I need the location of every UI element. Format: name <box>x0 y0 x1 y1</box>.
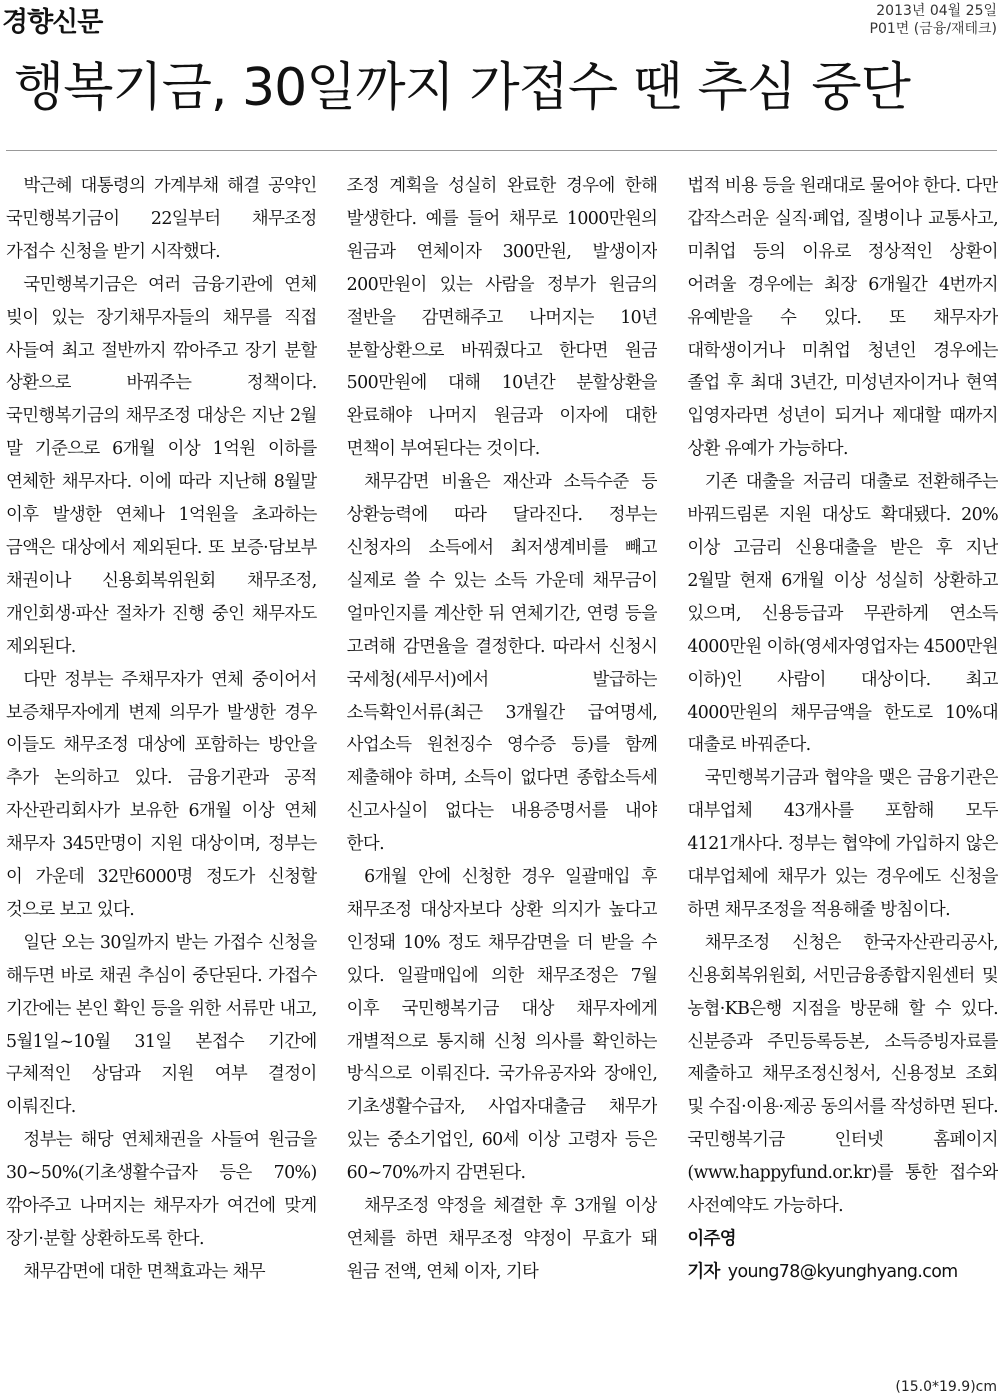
reporter-email: young78@kyunghyang.com <box>727 1261 958 1282</box>
article-body <box>6 170 998 1362</box>
paragraph: 정부는 해당 연체채권을 사들여 원금을 30~50%(기초생활수급자 등은 70%) 깎아주고 나머지는 채무자가 여건에 맞게 장기·분할 상환하도록 한다. <box>6 1130 317 1249</box>
page-section: P01면 (금융/재테크) <box>869 21 997 37</box>
paragraph: 채무조정 약정을 체결한 후 3개월 이상 연체를 하면 채무조정 약정이 무효가 돼 원금 전액, 연체 이자, 기타 <box>346 1196 658 1282</box>
publication-date: 2013년 04월 25일 <box>876 3 997 19</box>
article-column-3 <box>687 170 998 1362</box>
article-headline: 행복기금, 30일까지 가접수 땐 추심 중단 <box>14 58 910 118</box>
paragraph: 법적 비용 등을 원래대로 물어야 한다. 다만 갑작스러운 실직·폐업, 질병이나 교통사고, 미취업 등의 이유로 정상적인 상환이 어려울 경우에는 최장 6개월간 4번까지 유예받을 수 있다. 또 채무자가 대학생이거나 미취업 청년인 경우에는 졸업 후 최대 3년간, 미성년자이거나 현역 입영자라면 성년이 되거나 제대할 때까지 상환 유예가 가능하다. <box>687 176 999 460</box>
paragraph: 기존 대출을 저금리 대출로 전환해주는 바꿔드림론 지원 대상도 확대됐다. 20% 이상 고금리 신용대출을 받은 후 지난 2월말 현재 6개월 이상 성실히 상환하고 있으며, 신용등급과 무관하게 연소득 4000만원 이하(영세자영업자는 4500만원 이하)인 사람이 대상이다. 최고 4000만원의 채무금액을 한도로 10%대 대출로 바꿔준다. <box>687 472 999 756</box>
paragraph: 다만 정부는 주채무자가 연체 중이어서 보증채무자에게 변제 의무가 발생한 경우 이들도 채무조정 대상에 포함하는 방안을 추가 논의하고 있다. 금융기관과 공적 자산관리회사가 보유한 6개월 이상 연체 채무자 345만명이 지원 대상이며, 정부는 이 가운데 32만6000명 정도가 신청할 것으로 보고 있다. <box>6 669 317 920</box>
paragraph: 일단 오는 30일까지 받는 가접수 신청을 해두면 바로 채권 추심이 중단된다. 가접수 기간에는 본인 확인 등을 위한 서류만 내고, 5월1일~10월 31일 본접수 기간에 구체적인 상담과 지원 여부 결정이 이뤄진다. <box>6 932 317 1118</box>
paragraph: 국민행복기금과 협약을 맺은 금융기관은 대부업체 43개사를 포함해 모두 4121개사다. 정부는 협약에 가입하지 않은 대부업체에 채무가 있는 경우에도 신청을 하면 채무조정을 적용해줄 방침이다. <box>687 768 999 920</box>
byline <box>687 1223 998 1289</box>
paragraph: 6개월 안에 신청한 경우 일괄매입 후 채무조정 대상자보다 상환 의지가 높다고 인정돼 10% 정도 채무감면을 더 받을 수 있다. 일괄매입에 의한 채무조정은 7월 이후 국민행복기금 대상 채무자에게 개별적으로 통지해 신청 의사를 확인하는 방식으로 이뤄진다. 국가유공자와 장애인, 기초생활수급자, 사업자대출금 채무가 있는 중소기업인, 60세 이상 고령자 등은 60~70%까지 감면된다. <box>346 867 658 1184</box>
paragraph: 채무조정 신청은 한국자산관리공사, 신용회복위원회, 서민금융종합지원센터 및 농협·KB은행 지점을 방문해 할 수 있다. 신분증과 주민등록등본, 소득증빙자료를 제출하고 채무조정신청서, 신용정보 조회 및 수집·이용·제공 동의서를 작성하면 된다. 국민행복기금 인터넷 홈페이지(www.happyfund.or.kr)를 통한 접수와 사전예약도 가능하다. <box>687 932 999 1217</box>
article-dimensions: (15.0*19.9)cm <box>895 1379 997 1395</box>
article-column-2 <box>347 170 658 1362</box>
paragraph: 국민행복기금은 여러 금융기관에 연체 빚이 있는 장기채무자들의 채무를 직접 사들여 최고 절반까지 깎아주고 장기 분할 상환으로 바꿔주는 정책이다. 국민행복기금의 채무조정 대상은 지난 2월 말 기준으로 6개월 이상 1억원 이하를 연체한 채무자다. 이에 따라 지난해 8월말 이후 발생한 연체나 1억원을 초과하는 금액은 대상에서 제외된다. 또 보증·담보부 채권이나 신용회복위원회 채무조정, 개인회생·파산 절차가 진행 중인 채무자도 제외된다. <box>6 274 317 657</box>
paragraph: 조정 계획을 성실히 완료한 경우에 한해 발생한다. 예를 들어 채무로 1000만원의 원금과 연체이자 300만원, 발생이자 200만원이 있는 사람을 정부가 원금의 절반을 감면해주고 나머지는 10년 분할상환으로 바꿔줬다고 한다면 원금 500만원에 대해 10년간 분할상환을 완료해야 나머지 원금과 이자에 대한 면책이 부여된다는 것이다. <box>346 176 658 460</box>
article-column-1 <box>6 170 317 1362</box>
reporter-name: 이주영 기자 <box>687 1229 736 1282</box>
paragraph: 박근혜 대통령의 가계부채 해결 공약인 국민행복기금이 22일부터 채무조정 가접수 신청을 받기 시작했다. <box>6 176 317 262</box>
paragraph: 채무감면에 대한 면책효과는 채무 <box>23 1261 265 1282</box>
dateline <box>870 2 998 38</box>
paragraph: 채무감면 비율은 재산과 소득수준 등 상환능력에 따라 달라진다. 정부는 신청자의 소득에서 최저생계비를 빼고 실제로 쓸 수 있는 소득 가운데 채무금이 얼마인지를 계산한 뒤 연체기간, 연령 등을 고려해 감면율을 결정한다. 따라서 신청시 국세청(세무서)에서 발급하는 소득확인서류(최근 3개월간 급여명세, 사업소득 원천징수 영수증 등)를 함께 제출해야 하며, 소득이 없다면 종합소득세 신고사실이 없다는 내용증명서를 내야 한다. <box>346 472 658 855</box>
headline-divider <box>6 150 997 151</box>
newspaper-masthead: 경향신문 <box>2 7 103 38</box>
